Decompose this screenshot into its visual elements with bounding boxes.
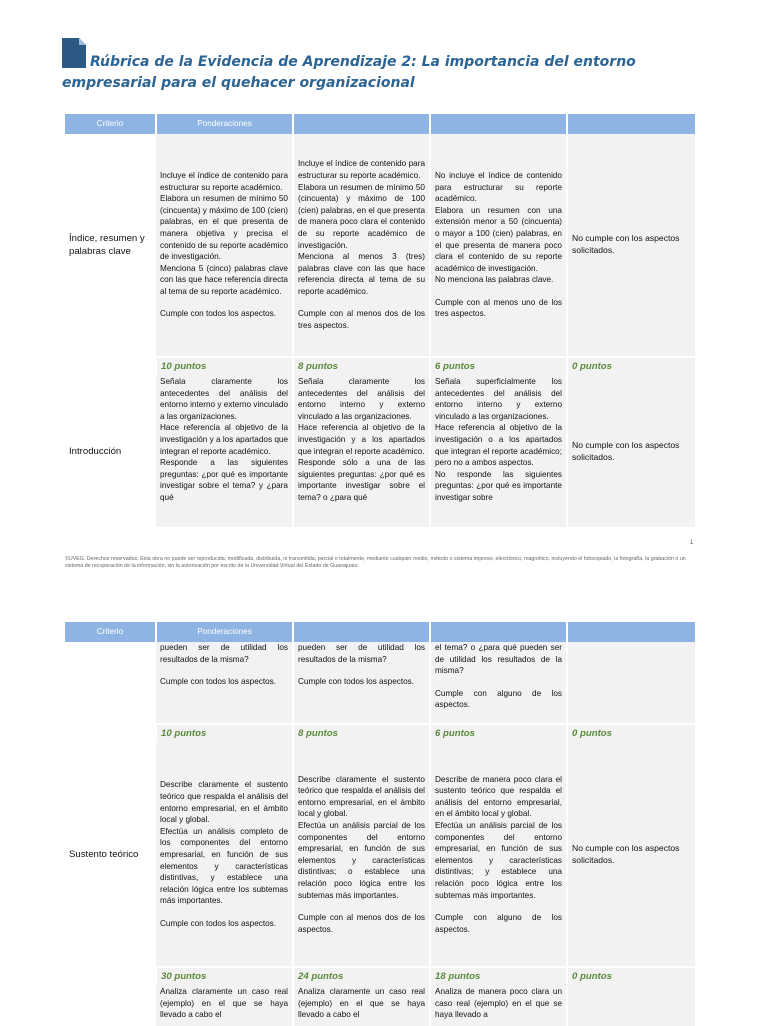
table-row — [65, 986, 696, 1026]
header-criterio: Criterio — [65, 114, 156, 134]
points-level-3: 6 puntos — [435, 361, 475, 373]
points-level-2: 24 puntos — [298, 971, 344, 983]
level-4-description: No cumple con los aspectos solicitados. — [567, 376, 696, 527]
header-ponderaciones: Ponderaciones — [156, 114, 293, 134]
level-1-description: pueden ser de utilidad los resultados de la misma? Cumple con todos los aspectos. — [156, 642, 293, 724]
header-criterio: Criterio — [65, 622, 156, 642]
table-row — [65, 642, 696, 724]
table-row — [65, 376, 696, 527]
rubric-table-page-1 — [65, 114, 697, 527]
points-row — [65, 357, 696, 376]
page-title: Rúbrica de la Evidencia de Aprendizaje 2: La importancia del entorno empresarial para el quehacer organizacional — [62, 54, 636, 91]
level-3-description: Describe de manera poco clara el sustento teórico que respalda el análisis del entorno empresarial, en el ámbito local y global. Efectúa un análisis parcial de los componentes del entorno empresarial, en función de sus elementos y características distintivas; y establece una relación poco lógica entre los subtemas más importantes. Cumple con alguno de los aspectos. — [430, 743, 567, 967]
level-1-description: Analiza claramente un caso real (ejemplo) en el que se haya llevado a cabo el — [156, 986, 293, 1026]
level-1-description: Incluye el índice de contenido para estructurar su reporte académico. Elabora un resumen de mínimo 50 (cincuenta) y máximo de 100 (cien) palabras, en el que presenta de manera objetiva y precisa el contenido de su reporte académico de investigación. Menciona 5 (cinco) palabras clave con las que hace referencia directa al tema de su reporte académico. Cumple con todos los aspectos. — [156, 134, 293, 357]
level-2-description: Describe claramente el sustento teórico que respalda el análisis del entorno empresarial, en el ámbito local y global. Efectúa un análisis parcial de los componentes del entorno empresarial, en función de sus elementos y características distintivas; o establece una relación poco lógica entre los subtemas más importantes. Cumple con al menos dos de los aspectos. — [293, 743, 430, 967]
points-level-1: 10 puntos — [161, 361, 207, 373]
level-1-description: Describe claramente el sustento teórico que respalda el análisis del entorno empresarial, en el ámbito local y global. Efectúa un análisis completo de los componentes del entorno empresarial, en función de sus elementos y características distintivas, y establece una relación lógica entre los subtemas más importantes. Cumple con todos los aspectos. — [156, 743, 293, 967]
points-level-4: 0 puntos — [572, 728, 612, 740]
level-1-description: Señala claramente los antecedentes del análisis del entorno interno y externo vinculado a las organizaciones. Hace referencia al objetivo de la investigación y a los apartados que integran el reporte académico. Responde a las siguientes preguntas: ¿por qué es importante investigar sobre el tema? y ¿para qué — [156, 376, 293, 527]
level-3-description: Señala superficialmente los antecedentes del análisis del entorno interno y externo vinculado a las organizaciones. Hace referencia al objetivo de la investigación o a los apartados que integran el reporte académico; pero no a ambos aspectos. No responde las siguientes preguntas: ¿por qué es importante investigar sobre — [430, 376, 567, 527]
page-number: 1 — [690, 540, 694, 546]
points-level-4: 0 puntos — [572, 971, 612, 983]
points-level-2: 8 puntos — [298, 361, 338, 373]
level-2-description: pueden ser de utilidad los resultados de la misma? Cumple con todos los aspectos. — [293, 642, 430, 724]
copyright-footer: ©UVEG. Derechos reservados. Esta obra no puede ser reproducida, modificada, distribuida, ni transmitida, parcial o totalmente, mediante cualquier medio, método o sistema impreso, electrónico, magnético, incluyendo el fotocopiado, la fotografía, la grabación o un sistema de recuperación de la información, sin la autorización por escrito de la Universidad Virtual del Estado de Guanajuato. — [65, 556, 686, 570]
points-level-1: 30 puntos — [161, 971, 207, 983]
table-header-row — [65, 622, 696, 642]
level-2-description: Analiza claramente un caso real (ejemplo) en el que se haya llevado a cabo el — [293, 986, 430, 1026]
level-4-description: No cumple con los aspectos solicitados. — [567, 134, 696, 357]
table-row — [65, 134, 696, 357]
points-level-1: 10 puntos — [161, 728, 207, 740]
level-3-description: Analiza de manera poco clara un caso real (ejemplo) en el que se haya llevado a — [430, 986, 567, 1026]
rubric-table-page-2 — [65, 622, 697, 1026]
points-level-3: 6 puntos — [435, 728, 475, 740]
points-row — [65, 724, 696, 743]
criterion-label: Sustento teórico — [65, 743, 156, 967]
table-row — [65, 743, 696, 967]
header-ponderaciones: Ponderaciones — [156, 622, 293, 642]
level-3-description: el tema? o ¿para qué pueden ser de utilidad los resultados de la misma? Cumple con alguno de los aspectos. — [430, 642, 567, 724]
level-2-description: Incluye el índice de contenido para estructurar su reporte académico. Elabora un resumen de mínimo 50 (cincuenta) y máximo de 100 (cien) palabras, en el que presenta de manera poco clara el contenido de su reporte académico de investigación. Menciona al menos 3 (tres) palabras clave con las que hace referencia directa al tema de su reporte académico. Cumple con al menos dos de los tres aspectos. — [293, 134, 430, 357]
level-3-description: No incluye el índice de contenido para estructurar su reporte académico. Elabora un resumen con una extensión menor a 50 (cincuenta) o mayor a 100 (cien) palabras, en el que presenta de manera poco clara el contenido de su reporte académico de investigación. No menciona las palabras clave. Cumple con al menos uno de los tres aspectos. — [430, 134, 567, 357]
criterion-label: Índice, resumen y palabras clave — [65, 134, 156, 357]
criterion-label: Introducción — [65, 376, 156, 527]
level-2-description: Señala claramente los antecedentes del análisis del entorno interno y externo vinculado a las organizaciones. Hace referencia al objetivo de la investigación y a los apartados que integran el reporte académico. Responde sólo a una de las siguientes preguntas: ¿por qué es importante investigar sobre el tema? o ¿para qué — [293, 376, 430, 527]
points-level-3: 18 puntos — [435, 971, 481, 983]
level-4-description: No cumple con los aspectos solicitados. — [567, 743, 696, 967]
points-level-2: 8 puntos — [298, 728, 338, 740]
points-row — [65, 967, 696, 986]
table-header-row — [65, 114, 696, 134]
points-level-4: 0 puntos — [572, 361, 612, 373]
